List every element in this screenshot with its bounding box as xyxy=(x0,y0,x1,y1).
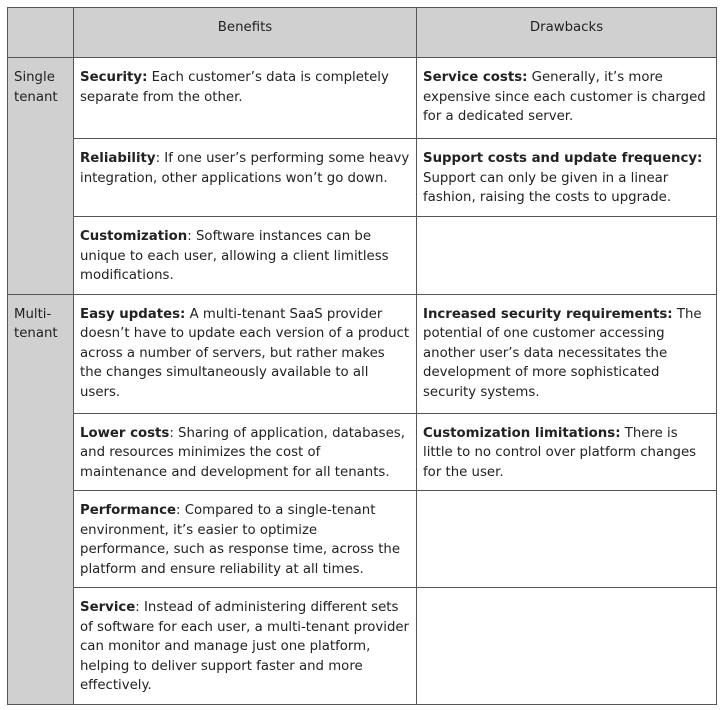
tenancy-comparison-table xyxy=(7,7,717,705)
benefit-cell xyxy=(74,413,417,491)
table-row xyxy=(8,491,717,588)
benefit-text: : Compared to a single-tenant environment, it’s easier to optimize performance, such as response time, across the platform and ensure reliability at all times. xyxy=(80,503,401,577)
benefit-term: Performance xyxy=(80,503,176,518)
table-row xyxy=(8,413,717,491)
drawback-cell xyxy=(417,139,717,217)
drawback-cell xyxy=(417,491,717,588)
drawback-term: Increased security requirements: xyxy=(423,306,673,322)
benefit-term: Reliability xyxy=(80,151,156,166)
table-row xyxy=(8,588,717,705)
table-row xyxy=(8,217,717,295)
drawback-cell xyxy=(417,217,717,295)
benefit-text: Each customer’s data is completely separate from the other. xyxy=(80,70,389,105)
table-row xyxy=(8,58,717,139)
drawback-term: Service costs: xyxy=(423,70,528,85)
drawback-text: The potential of one customer accessing another user’s data necessitates the development of more sophisticated security systems. xyxy=(423,306,702,400)
drawback-term: Customization limitations: xyxy=(423,425,621,441)
benefit-term: Customization xyxy=(80,229,188,244)
benefit-text: : Instead of administering different sets of software for each user, a multi-tenant provider can monitor and manage just one platform, helping to deliver support faster and more effectively. xyxy=(80,600,410,693)
header-row xyxy=(8,8,717,58)
drawback-text: Generally, it’s more expensive since each customer is charged for a dedicated server. xyxy=(423,70,706,124)
drawbacks-header: Drawbacks xyxy=(417,8,717,58)
benefit-text: : If one user’s performing some heavy integration, other applications won’t go down. xyxy=(80,151,410,186)
benefit-cell xyxy=(74,217,417,295)
benefit-term: Lower costs xyxy=(80,425,170,441)
group-label-multi-tenant: Multi-tenant xyxy=(8,294,74,704)
benefit-cell xyxy=(74,588,417,705)
drawback-text: Support can only be given in a linear fashion, raising the costs to upgrade. xyxy=(423,170,672,205)
drawback-cell xyxy=(417,58,717,139)
benefit-cell xyxy=(74,491,417,588)
benefit-text: : Software instances can be unique to each user, allowing a client limitless modifications. xyxy=(80,229,389,283)
drawback-text: There is little to no control over platform changes for the user. xyxy=(423,425,697,480)
benefit-cell xyxy=(74,294,417,413)
drawback-term: Support costs and update frequency: xyxy=(423,151,703,166)
benefit-term: Security: xyxy=(80,70,148,85)
benefit-text: : Sharing of application, databases, and resources minimizes the cost of maintenance and development for all tenants. xyxy=(80,425,405,480)
benefit-term: Easy updates: xyxy=(80,306,186,322)
benefits-header: Benefits xyxy=(74,8,417,58)
benefit-text: A multi-tenant SaaS provider doesn’t have to update each version of a product across a number of servers, but rather makes the changes simultaneously available to all users. xyxy=(80,306,410,400)
group-label-single-tenant: Single tenant xyxy=(8,58,74,295)
table-row xyxy=(8,294,717,413)
table-row xyxy=(8,139,717,217)
drawback-cell xyxy=(417,294,717,413)
comparison-table-container xyxy=(7,7,716,705)
drawback-cell xyxy=(417,588,717,705)
drawback-cell xyxy=(417,413,717,491)
corner-header-cell xyxy=(8,8,74,58)
benefit-cell xyxy=(74,139,417,217)
benefit-term: Service xyxy=(80,600,136,615)
benefit-cell xyxy=(74,58,417,139)
